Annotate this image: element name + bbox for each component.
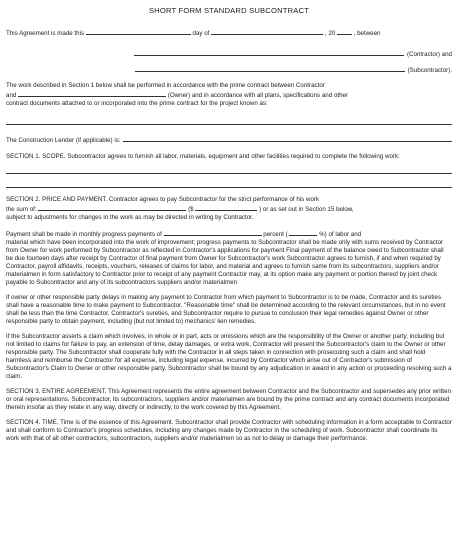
intro-year: , 20 xyxy=(324,30,336,37)
intro-between: , between xyxy=(353,30,381,37)
contractor-line xyxy=(6,49,452,59)
owner-delay-para: If owner or other responsible party delays in making any payment to Contractor from which payment to Subcontractor is to be made, Contractor and its sureties shall have a reasonable time to make payment to Subcontractor. "Reasonable time" shall be determined according to the relevant circumstances, but in no event shall be less than the time Contractor, Contractor's sureties, and Subcontractor require to pursue to conclusion their legal remedies against Owner or other responsible party to obtain payment, including (but not limited to) mechanics' lien remedies. xyxy=(6,294,446,325)
sum-amount-blank[interactable] xyxy=(195,204,257,211)
payment-tail: %) of labor and xyxy=(319,231,362,238)
payment-percent-label: percent ( xyxy=(263,231,288,238)
section-4-time: SECTION 4. TIME. Time is of the essence of this Agreement. Subcontractor shall provide Contractor with scheduling information in a form acceptable to Contractor and shall conform to Contractor's progress schedules, including any changes made by Contractor in the scheduling of work. Subcontractor shall coordinate its work with that of all other contractors, subcontractors, suppliers and/or materialmen so as not to delay or damage their performance. xyxy=(6,419,452,442)
payment-percent-words-blank[interactable] xyxy=(164,229,262,236)
section-2-sum-label: the sum of: xyxy=(6,206,37,213)
construction-lender-label: The Construction Lender (if applicable) is: xyxy=(6,137,121,144)
month-blank[interactable] xyxy=(211,28,323,35)
work-line-1: The work described in Section 1 below shall be performed in accordance with the prime contract between Contractor xyxy=(6,82,325,89)
project-name-blank[interactable] xyxy=(6,117,452,125)
work-line-2-tail: (Owner) and in accordance with all plans, specifications and other xyxy=(167,92,349,99)
work-line-2-lead: and xyxy=(6,92,17,99)
scope-blank-1[interactable] xyxy=(6,166,452,174)
section-1-scope: SECTION 1. SCOPE. Subcontractor agrees to furnish all labor, materials, equipment and other facilities required to complete the following work: xyxy=(6,153,400,160)
payment-para xyxy=(6,229,452,287)
work-description-para xyxy=(6,82,452,108)
section-2-line-1: SECTION 2. PRICE AND PAYMENT. Contractor agrees to pay Subcontractor for the strict performance of his work xyxy=(6,196,320,203)
payment-lead: Payment shall be made in monthly progress payments of xyxy=(6,231,162,238)
section-2-price xyxy=(6,196,452,222)
subcontractor-line xyxy=(6,65,452,75)
section-2-line-3: subject to adjustments for changes in the work as may be directed in writing by Contractor. xyxy=(6,214,254,221)
subcontractor-label: (Subcontractor). xyxy=(407,67,452,74)
day-blank[interactable] xyxy=(86,28,191,35)
construction-lender-line xyxy=(6,135,452,145)
document-title: SHORT FORM STANDARD SUBCONTRACT xyxy=(148,6,310,15)
work-line-3: contract documents attached to or incorporated into the prime contract for the project known as: xyxy=(6,100,268,107)
year-blank[interactable] xyxy=(337,28,352,35)
payment-percent-blank[interactable] xyxy=(289,229,317,236)
agreement-date-line xyxy=(6,28,452,38)
section-2-dollar: ($ xyxy=(188,206,194,213)
construction-lender-blank[interactable] xyxy=(123,135,452,142)
claim-para: If the Subcontractor asserts a claim which involves, in whole or in part, acts or omissions which are the responsibility of the Owner or another party, including but not limited to claims for failure to pay, an extension of time, delay damages, or extra work, Contractor will present the Subcontractor's claim to the Owner or other responsible party. The Subcontractor shall cooperate fully with the Contractor in all steps taken in connection with prosecuting such a claim and shall hold harmless and reimburse the Contractor for all expense, including legal expense, incurred by Contractor which arise out of Contractor's submission of Subcontractor's Claim to Owner or other responsible party. Subcontractor shall be bound by any adjudication or award in any action or proceeding resolving such a claim. xyxy=(6,333,452,380)
sum-words-blank[interactable] xyxy=(38,204,186,211)
contractor-label: (Contractor) and xyxy=(406,51,452,58)
section-2-line-2 xyxy=(6,204,452,214)
subcontractor-name-blank[interactable] xyxy=(135,65,405,72)
owner-name-blank[interactable] xyxy=(18,90,166,97)
work-line-2 xyxy=(6,90,452,100)
section-2-tail: ) or as set out in Section 15 below, xyxy=(259,206,354,213)
intro-day-of: day of xyxy=(192,30,210,37)
contractor-name-blank[interactable] xyxy=(134,49,404,56)
scope-blank-2[interactable] xyxy=(6,180,452,188)
payment-rest: material which have been incorporated into the work of improvement; progress payments to Subcontractor shall be made only with sums received by Contractor from Owner for work performed by Subcontractor as reflected in Contractor's applications for payment Final payment of the balance owed to Subcontractor shall be due fourteen days after receipt by Contractor of final payment from Owner for Subcontractor's work Subcontractor agrees to furnish, if and when required by Contractor, payroll affidavits, receipts, vouchers, releases of claims for labor, and material and agrees to furnish same from its subcontractors, suppliers and/or materialmen in form satisfactory to Contractor prior to receipt of any payment Contractor may, at its option make any payment or portion thereof by joint check payable to Subcontractor and any of its subcontractors suppliers and/or materialmen xyxy=(6,239,444,286)
section-3-entire-agreement: SECTION 3. ENTIRE AGREEMENT. This Agreement represents the entire agreement between Contractor and the Subcontractor and supersedes any prior written or oral representations. Subcontractor, its subcontractors, suppliers and/or materialmen are bound by the prime contract and any contract documents incorporated therein insofar as they relate in any way, directly or indirectly, to the work covered by this Agreement. xyxy=(6,388,451,411)
payment-line-1 xyxy=(6,229,452,239)
intro-lead: This Agreement is made this xyxy=(6,30,85,37)
